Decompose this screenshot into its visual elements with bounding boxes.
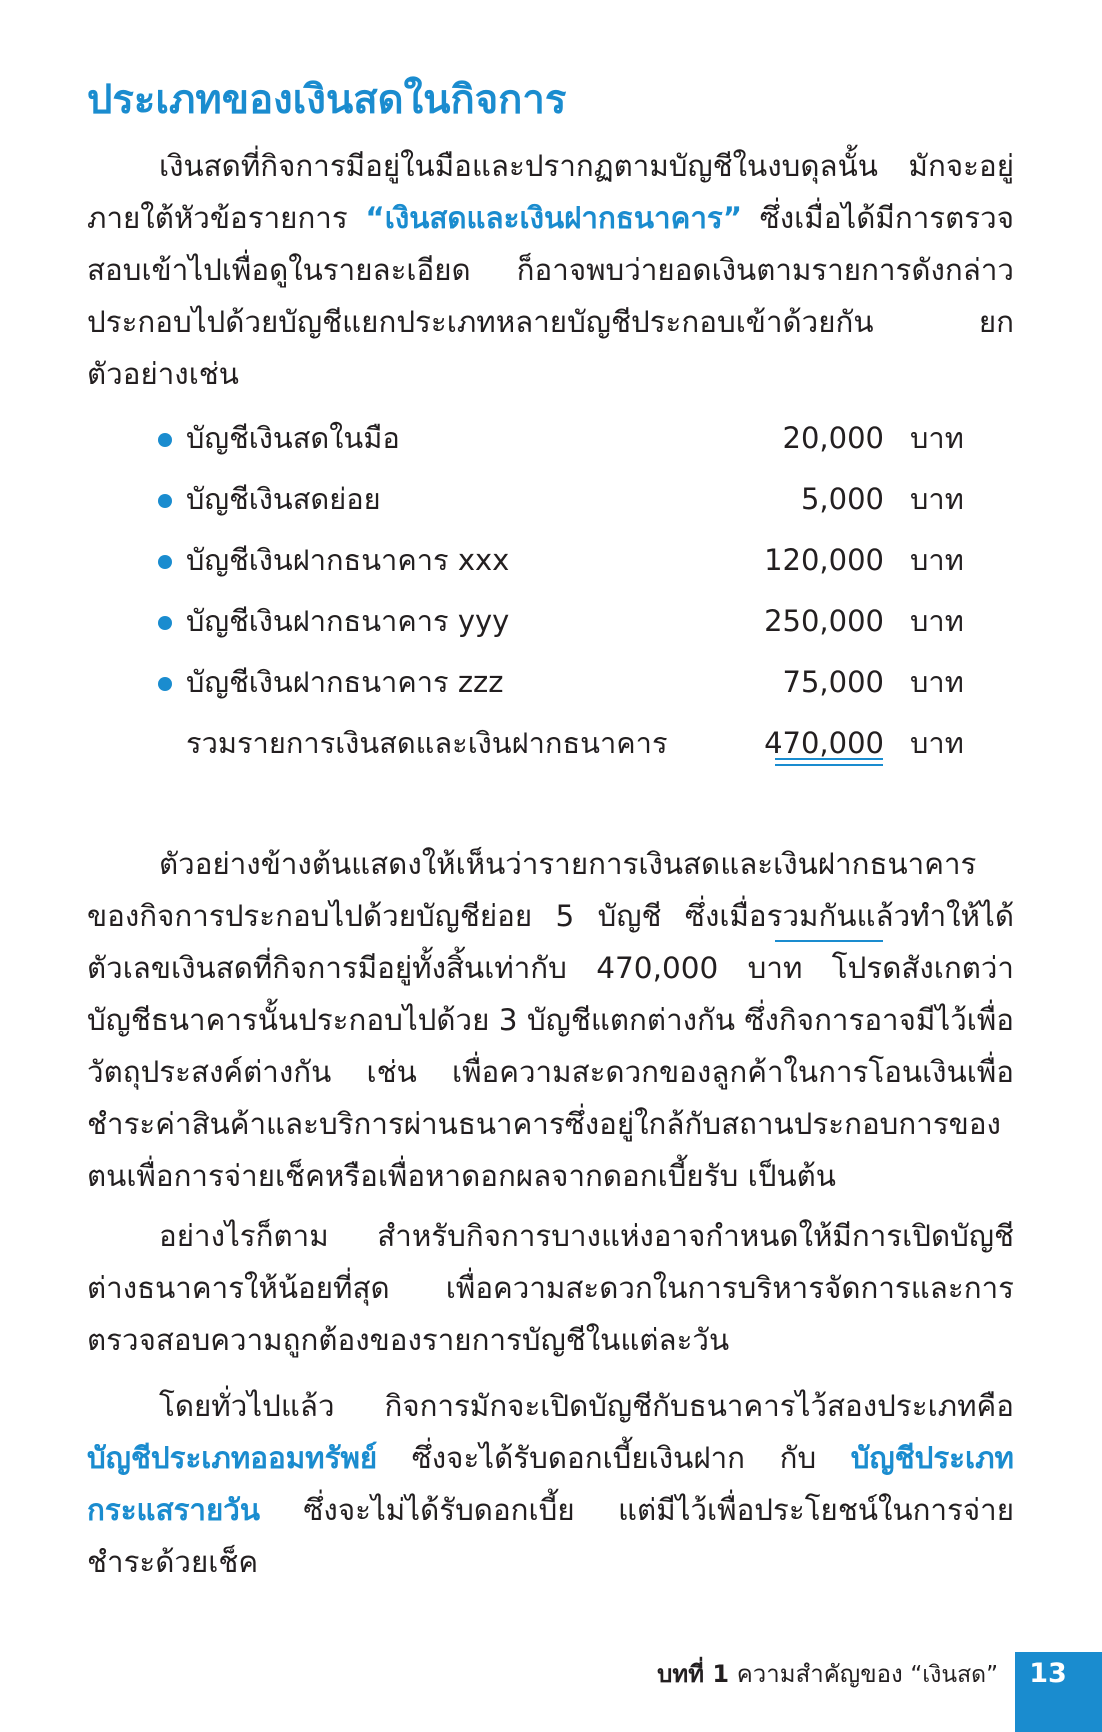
intro-paragraph (87, 140, 1014, 400)
account-amount: 250,000 (764, 604, 884, 638)
savings-account-highlight: บัญชีประเภทออมทรัพย์ (87, 1441, 378, 1475)
page-number-box (1015, 1652, 1102, 1732)
account-types-text-3: ซึ่งจะไม่ได้รับดอกเบี้ย แต่มีไว้เพื่อประโยชน์ในการจ่ายชำระด้วยเช็ค (87, 1493, 1014, 1579)
list-item (87, 530, 1014, 591)
intro-text-1: เงินสดที่กิจการมีอยู่ในมือและปรากฏตามบัญชีในงบดุลนั้น มักจะอยู่ภายใต้หัวข้อรายการ (87, 149, 1014, 235)
account-amount: 75,000 (782, 665, 884, 699)
list-item (87, 469, 1014, 530)
total-double-underline-top (775, 758, 883, 760)
account-label: บัญชีเงินสดในมือ (186, 421, 400, 455)
account-unit: บาท (910, 421, 964, 455)
bullet-icon (158, 555, 172, 569)
chapter-number: บทที่ 1 (657, 1660, 730, 1688)
account-label: บัญชีเงินสดย่อย (186, 482, 381, 516)
account-list (87, 408, 1014, 774)
note-text: อย่างไรก็ตาม สำหรับกิจการบางแห่งอาจกำหนดให้มีการเปิดบัญชีต่างธนาคารให้น้อยที่สุด เพื่อความสะดวกในการบริหารจัดการและการตรวจสอบความถูกต้องของรายการบัญชีในแต่ละวัน (87, 1219, 1014, 1357)
total-amount: 470,000 (764, 726, 884, 760)
account-amount: 120,000 (764, 543, 884, 577)
list-item (87, 408, 1014, 469)
account-label: บัญชีเงินฝากธนาคาร zzz (186, 665, 504, 699)
explanation-paragraph (87, 838, 1014, 1202)
account-types-text-1: โดยทั่วไปแล้ว กิจการมักจะเปิดบัญชีกับธนาคารไว้สองประเภทคือ (159, 1389, 1014, 1423)
account-label: บัญชีเงินฝากธนาคาร yyy (186, 604, 510, 638)
current-account-highlight: บัญชีประเภทกระแสรายวัน (87, 1441, 1014, 1527)
account-amount: 20,000 (782, 421, 884, 455)
page-number: 13 (1029, 1658, 1067, 1689)
account-unit: บาท (910, 543, 964, 577)
bullet-icon (158, 433, 172, 447)
chapter-footer (657, 1652, 998, 1696)
account-types-text-2: ซึ่งจะได้รับดอกเบี้ยเงินฝาก กับ (377, 1441, 851, 1475)
total-label: รวมรายการเงินสดและเงินฝากธนาคาร (186, 726, 668, 760)
account-unit: บาท (910, 604, 964, 638)
total-double-underline-bottom (775, 764, 883, 766)
account-label: บัญชีเงินฝากธนาคาร xxx (186, 543, 510, 577)
list-item (87, 652, 1014, 713)
total-unit: บาท (910, 726, 964, 760)
page-title: ประเภทของเงินสดในกิจการ (87, 77, 567, 123)
explanation-text: ตัวอย่างข้างต้นแสดงให้เห็นว่ารายการเงินสดและเงินฝากธนาคารของกิจการประกอบไปด้วยบัญชีย่อย 5 บัญชี ซึ่งเมื่อรวมกันแล้วทำให้ได้ตัวเลขเงินสดที่กิจการมีอยู่ทั้งสิ้นเท่ากับ 470,000 บาท โปรดสังเกตว่าบัญชีธนาคารนั้นประกอบไปด้วย 3 บัญชีแตกต่างกัน ซึ่งกิจการอาจมีไว้เพื่อวัตถุประสงค์ต่างกัน เช่น เพื่อความสะดวกของลูกค้าในการโอนเงินเพื่อชำระค่าสินค้าและบริการผ่านธนาคารซึ่งอยู่ใกล้กับสถานประกอบการของตนเพื่อการจ่ายเช็คหรือเพื่อหาดอกผลจากดอกเบี้ยรับ เป็นต้น (87, 847, 1014, 1193)
bullet-icon (158, 677, 172, 691)
bullet-icon (158, 494, 172, 508)
account-amount: 5,000 (800, 482, 884, 516)
chapter-title-quoted: “เงินสด” (910, 1662, 998, 1688)
intro-text-2: ซึ่งเมื่อได้มีการตรวจสอบเข้าไปเพื่อดูในรายละเอียด ก็อาจพบว่ายอดเงินตามรายการดังกล่าวประกอบไปด้วยบัญชีแยกประเภทหลายบัญชีประกอบเข้าด้วยกัน ยกตัวอย่างเช่น (87, 201, 1014, 391)
chapter-title: ความสำคัญของ (736, 1660, 903, 1688)
account-unit: บาท (910, 665, 964, 699)
bullet-icon (158, 616, 172, 630)
account-unit: บาท (910, 482, 964, 516)
list-item (87, 591, 1014, 652)
intro-highlight: “เงินสดและเงินฝากธนาคาร” (365, 201, 743, 235)
note-paragraph (87, 1210, 1014, 1366)
account-types-paragraph (87, 1380, 1014, 1588)
